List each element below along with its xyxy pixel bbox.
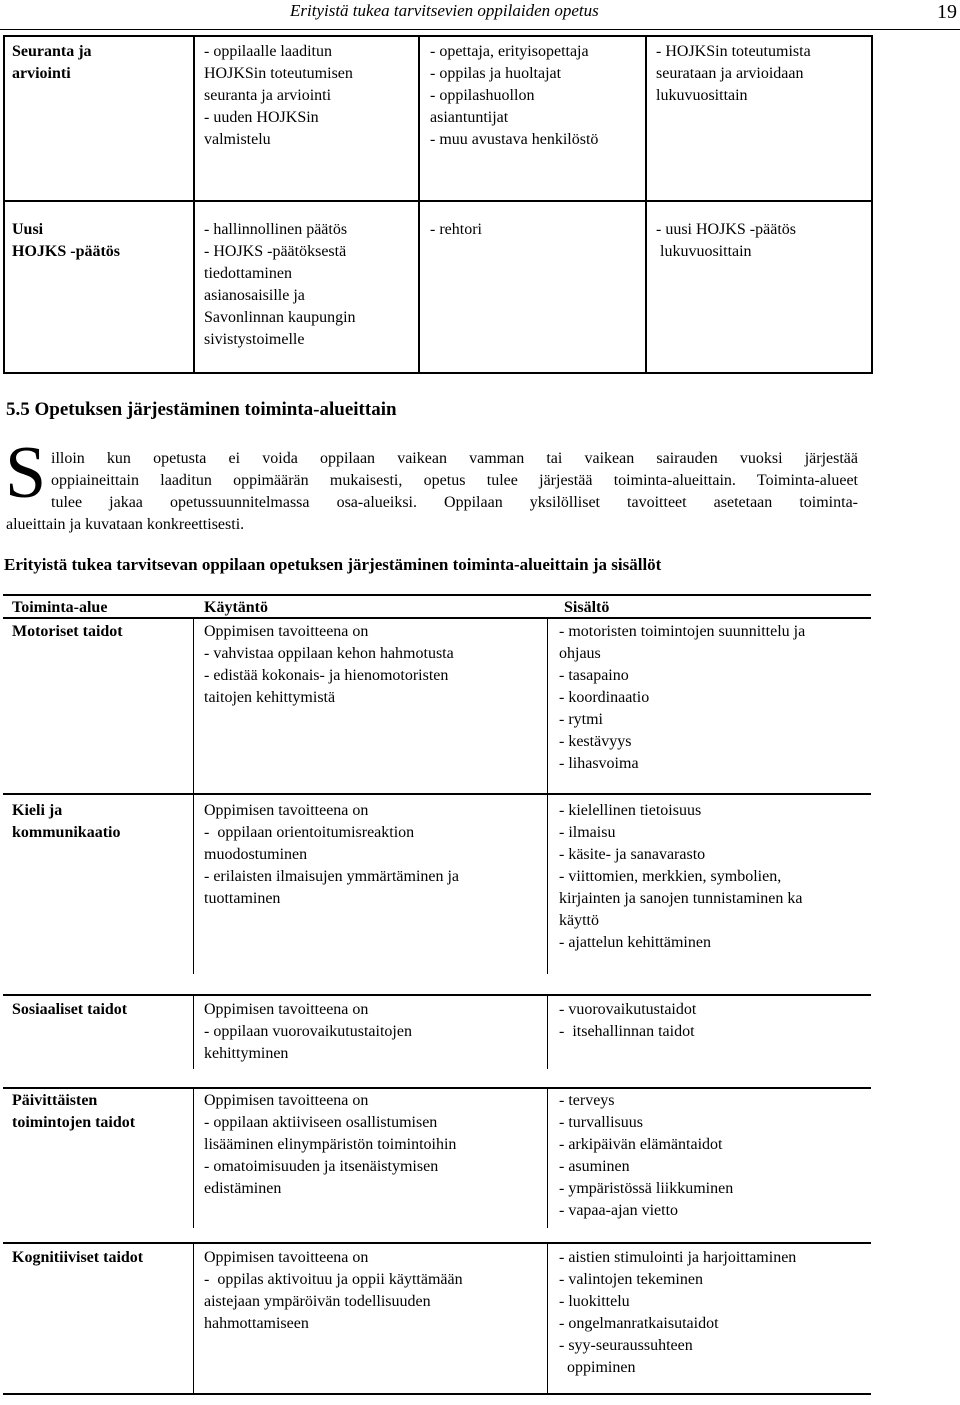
- paragraph-line: tulee jakaa opetussuunnitelmassa osa-alueiksi. Oppilaan yksilölliset tavoitteet asetetaan toiminta-: [51, 494, 858, 511]
- top-table-row1-content: - oppilaalle laaditun HOJKSin toteutumisen seuranta ja arviointi - uuden HOJKSin valmistelu: [204, 43, 353, 148]
- row-practice-sosiaaliset: Oppimisen tavoitteena on - oppilaan vuorovaikutustaitojen kehittyminen: [204, 1001, 412, 1062]
- row-area-sosiaaliset: Sosiaaliset taidot: [12, 1001, 128, 1018]
- drop-cap: S: [5, 432, 47, 514]
- main-table-col-line-1: [547, 1242, 548, 1394]
- col-header-content: Sisältö: [564, 599, 610, 616]
- row-practice-motoriset: Oppimisen tavoitteena on - vahvistaa oppilaan kehon hahmotusta - edistää kokonais- ja hienomotoristen taitojen kehittymistä: [204, 623, 454, 706]
- top-table-border-bottom: [3, 372, 873, 374]
- col-header-area: Toiminta-alue: [12, 599, 108, 616]
- main-table-row-divider: [3, 1242, 871, 1244]
- main-table-row-divider: [3, 994, 871, 996]
- row-area-motoriset: Motoriset taidot: [12, 623, 123, 640]
- top-table-border-top: [3, 35, 873, 37]
- main-table-col-line-0: [193, 1242, 194, 1394]
- top-table-col-line-4: [871, 35, 873, 374]
- page-number: 19: [937, 1, 957, 23]
- main-table-col-line-1: [547, 617, 548, 794]
- row-content-motoriset: - motoristen toimintojen suunnittelu ja ohjaus - tasapaino - koordinaatio - rytmi - kestävyys - lihasvoima: [559, 623, 806, 772]
- section-heading: 5.5 Opetuksen järjestäminen toiminta-alueittain: [6, 399, 397, 420]
- main-table-col-line-1: [547, 793, 548, 974]
- row-area-kognitiiviset: Kognitiiviset taidot: [12, 1249, 144, 1266]
- main-table-col-line-0: [193, 793, 194, 974]
- top-table-row1-schedule: - HOJKSin toteutumista seurataan ja arvioidaan lukuvuosittain: [656, 43, 811, 104]
- main-table-col-line-0: [193, 1087, 194, 1228]
- top-table-row2-area: Uusi HOJKS -päätös: [12, 221, 121, 260]
- top-table-col-line-0: [3, 35, 5, 374]
- paragraph-line: alueittain ja kuvataan konkreettisesti.: [6, 516, 245, 533]
- row-practice-paivittaiset: Oppimisen tavoitteena on - oppilaan aktiiviseen osallistumisen lisääminen elinympäristön toimintoihin - omatoimisuuden ja itsenäistymisen edistäminen: [204, 1092, 457, 1197]
- row-area-paivittaiset: Päivittäisten toimintojen taidot: [12, 1092, 136, 1131]
- main-table-col-line-1: [547, 1087, 548, 1228]
- main-table-col-line-1: [547, 994, 548, 1069]
- top-table-col-line-3: [645, 35, 647, 374]
- paragraph-line: oppiaineittain laaditun oppimäärän mukaisesti, opetus tulee järjestää toiminta-alueittain. Toiminta-alueet: [51, 472, 858, 489]
- running-header: Erityistä tukea tarvitsevien oppilaiden opetus: [290, 1, 599, 20]
- row-practice-kognitiiviset: Oppimisen tavoitteena on - oppilas aktivoituu ja oppii käyttämään aistejaan ympäröivän todellisuuden hahmottamiseen: [204, 1249, 463, 1332]
- top-table-row2-responsible: - rehtori: [430, 221, 482, 238]
- top-table-col-line-1: [193, 35, 195, 374]
- header-rule: [0, 29, 960, 30]
- top-table-row-divider: [3, 200, 873, 202]
- main-table-col-line-0: [193, 617, 194, 794]
- main-table-header-divider: [3, 617, 871, 619]
- row-content-kieli: - kielellinen tietoisuus - ilmaisu - käsite- ja sanavarasto - viittomien, merkkien, symbolien, kirjainten ja sanojen tunnistaminen ka käyttö - ajattelun kehittäminen: [559, 802, 803, 951]
- top-table-row2-schedule: - uusi HOJKS -päätös lukuvuosittain: [656, 221, 796, 260]
- row-content-paivittaiset: - terveys - turvallisuus - arkipäivän elämäntaidot - asuminen - ympäristössä liikkuminen - vapaa-ajan vietto: [559, 1092, 734, 1219]
- main-table-row-divider: [3, 793, 871, 795]
- top-table-row1-responsible: - opettaja, erityisopettaja - oppilas ja huoltajat - oppilashuollon asiantuntijat - muu avustava henkilöstö: [430, 43, 599, 148]
- row-area-kieli: Kieli ja kommunikaatio: [12, 802, 121, 841]
- top-table-col-line-2: [418, 35, 420, 374]
- row-content-kognitiiviset: - aistien stimulointi ja harjoittaminen - valintojen tekeminen - luokittelu - ongelmanratkaisutaidot - syy-seuraussuhteen oppiminen: [559, 1249, 797, 1376]
- row-content-sosiaaliset: - vuorovaikutustaidot - itsehallinnan taidot: [559, 1001, 697, 1040]
- main-table-col-line-0: [193, 994, 194, 1069]
- main-table-row-divider: [3, 1087, 871, 1089]
- table-caption: Erityistä tukea tarvitsevan oppilaan opetuksen järjestäminen toiminta-alueittain ja sisällöt: [4, 555, 662, 574]
- top-table-row1-area: Seuranta ja arviointi: [12, 43, 92, 82]
- row-practice-kieli: Oppimisen tavoitteena on - oppilaan orientoitumisreaktion muodostuminen - erilaisten ilmaisujen ymmärtäminen ja tuottaminen: [204, 802, 460, 907]
- main-table-border-bottom: [3, 1393, 871, 1395]
- main-table-border-top: [3, 594, 871, 596]
- top-table-row2-content: - hallinnollinen päätös - HOJKS -päätöksestä tiedottaminen asianosaisille ja Savonlinnan kaupungin sivistystoimelle: [204, 221, 356, 348]
- col-header-practice: Käytäntö: [204, 599, 268, 616]
- paragraph-line: illoin kun opetusta ei voida oppilaan vaikean vamman tai vaikean sairauden vuoksi järjestää: [51, 450, 858, 467]
